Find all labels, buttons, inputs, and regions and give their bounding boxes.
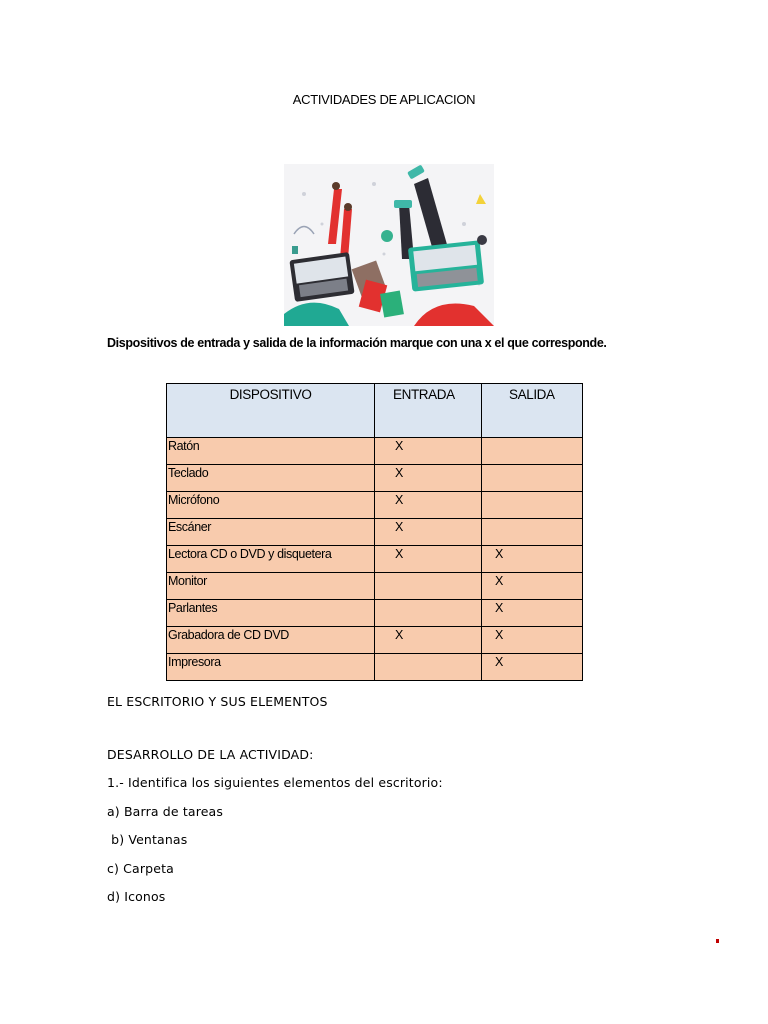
devices-table — [166, 383, 583, 681]
table-row — [167, 519, 583, 546]
device-cell: Ratón — [167, 438, 375, 465]
instruction-text: 1.- Identifica los siguientes elementos del escritorio: — [107, 775, 443, 790]
column-header-salida: SALIDA — [482, 384, 583, 438]
device-cell: Teclado — [167, 465, 375, 492]
red-mark — [716, 939, 719, 943]
intro-text: Dispositivos de entrada y salida de la información marque con una x el que corresponde. — [107, 336, 607, 350]
entrada-cell: X — [375, 465, 482, 492]
page-title: ACTIVIDADES DE APLICACION — [292, 92, 476, 107]
device-cell: Monitor — [167, 573, 375, 600]
salida-cell: X — [482, 573, 583, 600]
entrada-cell: X — [375, 546, 482, 573]
salida-cell — [482, 438, 583, 465]
entrada-cell: X — [375, 492, 482, 519]
entrada-cell: X — [375, 519, 482, 546]
entrada-cell — [375, 654, 482, 681]
device-cell: Parlantes — [167, 600, 375, 627]
salida-cell — [482, 519, 583, 546]
table-row — [167, 573, 583, 600]
salida-cell: X — [482, 546, 583, 573]
table-row — [167, 546, 583, 573]
device-cell: Escáner — [167, 519, 375, 546]
column-header-entrada: ENTRADA — [375, 384, 482, 438]
table-row — [167, 492, 583, 519]
table-row — [167, 627, 583, 654]
table-header-row — [167, 384, 583, 438]
table-row — [167, 465, 583, 492]
salida-cell — [482, 465, 583, 492]
entrada-cell: X — [375, 438, 482, 465]
people-with-laptops-illustration — [284, 164, 494, 326]
salida-cell: X — [482, 600, 583, 627]
table-row — [167, 438, 583, 465]
activity-heading: DESARROLLO DE LA ACTIVIDAD: — [107, 747, 314, 762]
list-item: c) Carpeta — [107, 861, 174, 876]
entrada-cell — [375, 600, 482, 627]
list-item: b) Ventanas — [107, 832, 188, 847]
salida-cell: X — [482, 627, 583, 654]
device-cell: Micrófono — [167, 492, 375, 519]
column-header-dispositivo: DISPOSITIVO — [167, 384, 375, 438]
table-row — [167, 654, 583, 681]
device-cell: Impresora — [167, 654, 375, 681]
list-item: d) Iconos — [107, 889, 166, 904]
table-row — [167, 600, 583, 627]
salida-cell: X — [482, 654, 583, 681]
section-heading: EL ESCRITORIO Y SUS ELEMENTOS — [107, 694, 328, 709]
salida-cell — [482, 492, 583, 519]
list-item: a) Barra de tareas — [107, 804, 224, 819]
device-cell: Grabadora de CD DVD — [167, 627, 375, 654]
entrada-cell — [375, 573, 482, 600]
device-cell: Lectora CD o DVD y disquetera — [167, 546, 375, 573]
entrada-cell: X — [375, 627, 482, 654]
